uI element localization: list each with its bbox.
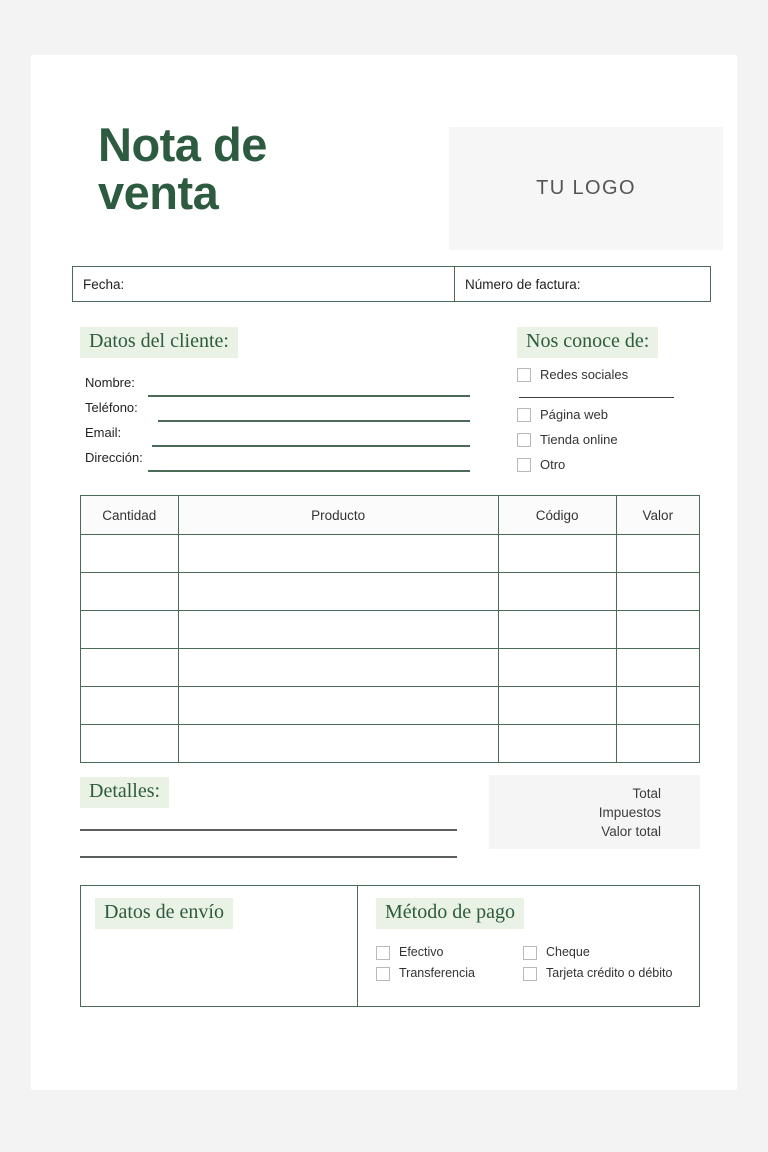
column-header-codigo: Código	[498, 496, 616, 535]
write-line	[158, 420, 470, 422]
write-line	[152, 445, 470, 447]
table-header-row	[81, 496, 700, 535]
cell-producto[interactable]	[178, 611, 498, 649]
cell-valor[interactable]	[616, 649, 699, 687]
shipping-data-box[interactable]	[81, 886, 358, 1006]
cell-codigo[interactable]	[498, 611, 616, 649]
payment-option-cheque[interactable]	[523, 945, 672, 960]
document-header	[72, 118, 702, 251]
payment-heading: Método de pago	[376, 898, 524, 929]
bottom-section	[80, 885, 700, 1007]
client-field-label: Nombre:	[85, 374, 135, 390]
products-table-body	[81, 535, 700, 763]
invoice-page	[31, 55, 737, 1090]
table-row[interactable]	[81, 535, 700, 573]
logo-placeholder-text: TU LOGO	[536, 177, 636, 199]
cell-codigo[interactable]	[498, 535, 616, 573]
referral-option-label: Tienda online	[540, 432, 618, 448]
table-row[interactable]	[81, 687, 700, 725]
checkbox-icon[interactable]	[517, 458, 531, 472]
payment-option-transferencia[interactable]	[376, 966, 500, 981]
table-row[interactable]	[81, 649, 700, 687]
write-line	[148, 395, 470, 397]
checkbox-icon[interactable]	[517, 368, 531, 382]
cell-cantidad[interactable]	[81, 725, 179, 763]
cell-codigo[interactable]	[498, 725, 616, 763]
checkbox-icon[interactable]	[376, 967, 390, 981]
client-data-section	[80, 327, 470, 475]
referral-option-label: Otro	[540, 457, 566, 473]
column-header-valor: Valor	[616, 496, 699, 535]
cell-codigo[interactable]	[498, 687, 616, 725]
cell-producto[interactable]	[178, 535, 498, 573]
cell-producto[interactable]	[178, 725, 498, 763]
details-write-line[interactable]	[80, 829, 457, 831]
table-row[interactable]	[81, 725, 700, 763]
client-field-label: Teléfono:	[85, 399, 138, 415]
cell-producto[interactable]	[178, 649, 498, 687]
cell-cantidad[interactable]	[81, 535, 179, 573]
payment-option-tarjeta[interactable]	[523, 966, 672, 981]
details-section	[80, 777, 465, 858]
page-content	[72, 55, 702, 1090]
cell-codigo[interactable]	[498, 649, 616, 687]
checkbox-icon[interactable]	[517, 433, 531, 447]
referral-option-label: Redes sociales	[540, 366, 629, 382]
payment-option-label: Cheque	[546, 944, 590, 959]
referral-option-tienda-online[interactable]	[517, 432, 717, 448]
checkbox-icon[interactable]	[523, 946, 537, 960]
date-label: Fecha:	[83, 276, 125, 292]
details-heading: Detalles:	[80, 777, 169, 808]
totals-label-total: Total	[632, 785, 661, 801]
cell-codigo[interactable]	[498, 573, 616, 611]
referral-option-label: Página web	[540, 407, 608, 423]
details-write-line[interactable]	[80, 856, 457, 858]
cell-cantidad[interactable]	[81, 687, 179, 725]
referral-option-otro[interactable]	[517, 457, 717, 473]
title-line-1: Nota de	[98, 118, 267, 171]
invoice-number-field[interactable]	[455, 267, 710, 301]
payment-options-right	[523, 945, 672, 981]
referral-heading: Nos conoce de:	[517, 327, 658, 358]
cell-valor[interactable]	[616, 611, 699, 649]
client-field-label: Email:	[85, 424, 122, 440]
referral-option-pagina-web[interactable]	[517, 407, 717, 423]
cell-valor[interactable]	[616, 535, 699, 573]
table-row[interactable]	[81, 611, 700, 649]
referral-section	[517, 327, 717, 473]
payment-options	[376, 945, 699, 981]
client-field-direccion[interactable]	[80, 450, 470, 475]
payment-option-efectivo[interactable]	[376, 945, 500, 960]
cell-valor[interactable]	[616, 573, 699, 611]
client-field-email[interactable]	[80, 425, 470, 450]
totals-box	[489, 775, 700, 849]
cell-cantidad[interactable]	[81, 649, 179, 687]
title-line-2: venta	[98, 166, 219, 219]
payment-option-label: Transferencia	[399, 965, 475, 980]
cell-cantidad[interactable]	[81, 611, 179, 649]
meta-bar	[72, 266, 711, 302]
referral-divider	[519, 397, 674, 399]
products-table	[80, 495, 700, 763]
client-field-list	[80, 375, 470, 475]
totals-label-valor-total: Valor total	[601, 823, 661, 839]
cell-valor[interactable]	[616, 687, 699, 725]
products-table-header	[81, 496, 700, 535]
page-title	[98, 118, 398, 219]
column-header-producto: Producto	[178, 496, 498, 535]
checkbox-icon[interactable]	[523, 967, 537, 981]
payment-option-label: Efectivo	[399, 944, 444, 959]
cell-producto[interactable]	[178, 687, 498, 725]
table-row[interactable]	[81, 573, 700, 611]
referral-option-redes-sociales[interactable]	[517, 367, 717, 383]
shipping-heading: Datos de envío	[95, 898, 233, 929]
totals-label-impuestos: Impuestos	[598, 804, 661, 820]
cell-producto[interactable]	[178, 573, 498, 611]
client-data-heading: Datos del cliente:	[80, 327, 238, 358]
client-field-label: Dirección:	[85, 449, 143, 465]
date-field[interactable]	[73, 267, 455, 301]
checkbox-icon[interactable]	[517, 408, 531, 422]
cell-valor[interactable]	[616, 725, 699, 763]
client-field-nombre[interactable]	[80, 375, 470, 400]
cell-cantidad[interactable]	[81, 573, 179, 611]
payment-option-label: Tarjeta crédito o débito	[546, 965, 673, 980]
invoice-number-label: Número de factura:	[465, 276, 581, 292]
column-header-cantidad: Cantidad	[81, 496, 179, 535]
payment-method-box	[358, 886, 699, 1006]
checkbox-icon[interactable]	[376, 946, 390, 960]
logo-placeholder-box[interactable]	[449, 127, 723, 250]
payment-options-left	[376, 945, 500, 981]
client-field-telefono[interactable]	[80, 400, 470, 425]
write-line	[148, 470, 470, 472]
